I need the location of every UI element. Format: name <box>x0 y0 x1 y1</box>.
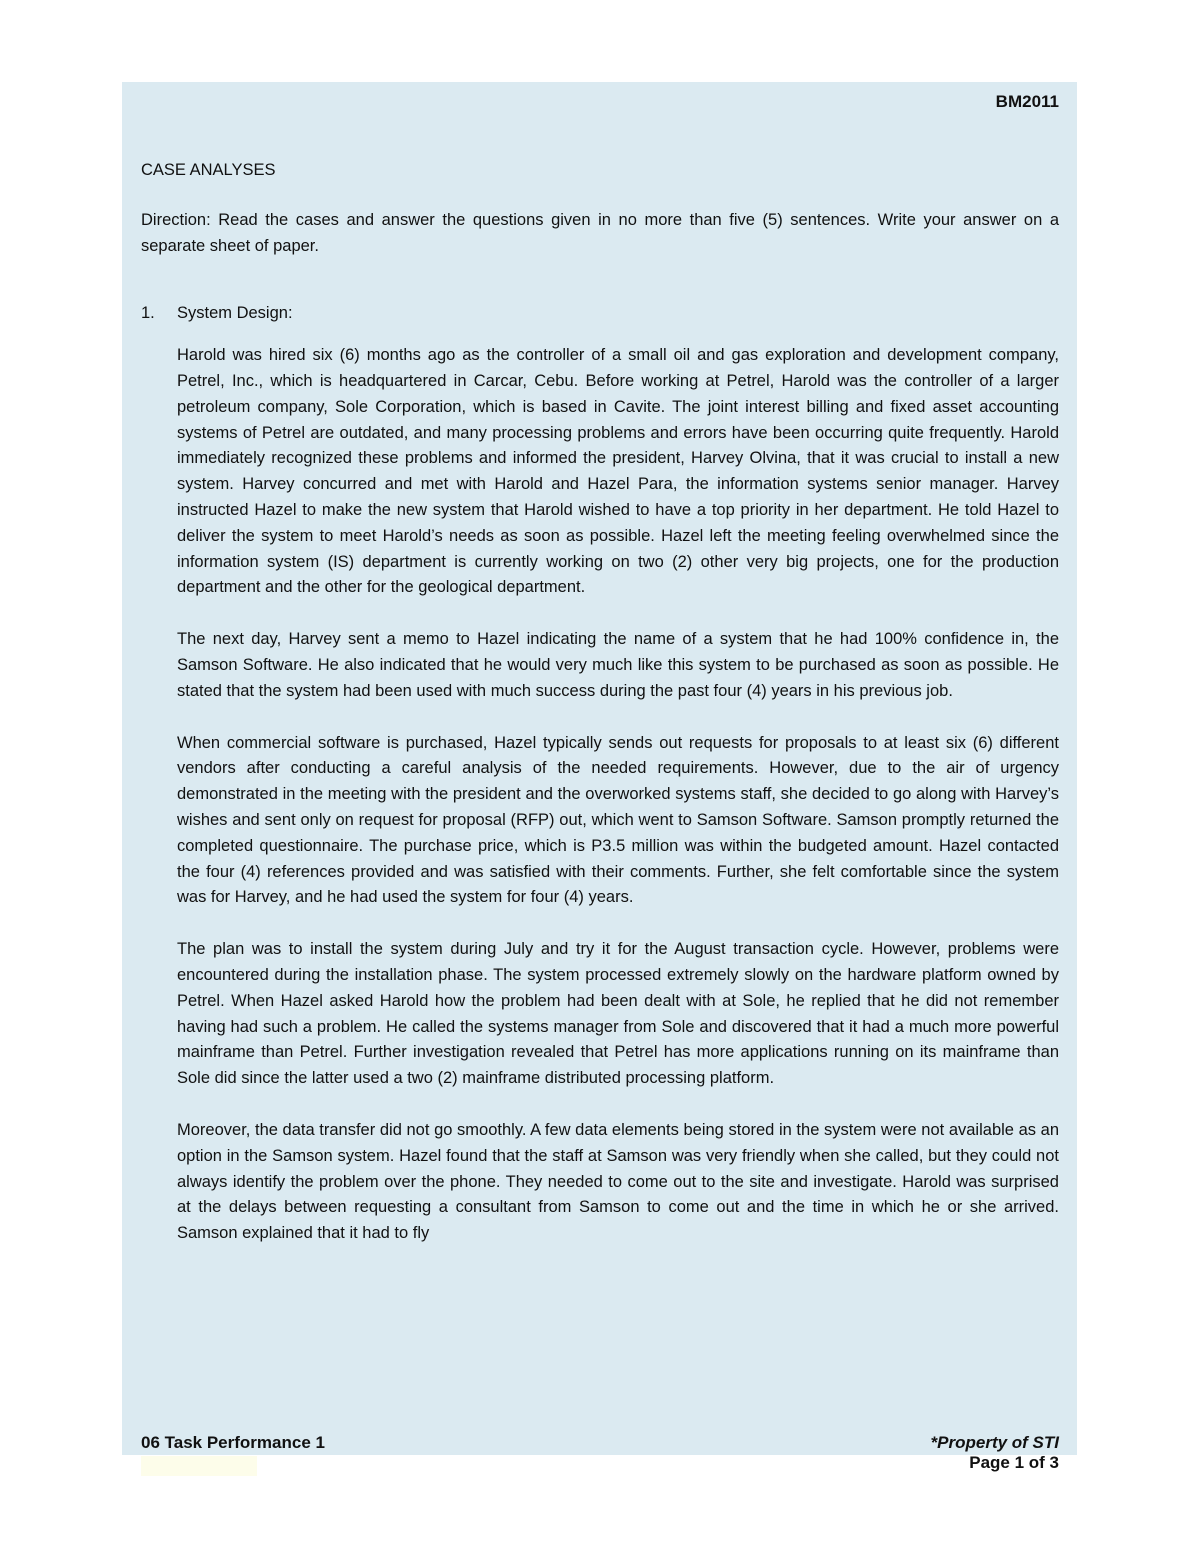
footer-property-label: *Property of STI <box>930 1433 1059 1452</box>
footer-task-label: 06 Task Performance 1 <box>141 1433 325 1452</box>
case-number: 1. <box>141 304 155 323</box>
course-code: BM2011 <box>995 92 1059 111</box>
case-paragraph: Moreover, the data transfer did not go smoothly. A few data elements being stored in the system were not available as an option in the Samson system. Hazel found that the staff at Samson was very friendly when she called, but they could not always identify the problem over the phone. They needed to come out to the site and investigate. Harold was surprised at the delays between requesting a consultant from Samson to come out and the time in which he or she arrived. Samson explained that it had to fly <box>177 1120 1059 1243</box>
page-number: Page 1 of 3 <box>969 1453 1059 1472</box>
page-title: CASE ANALYSES <box>141 161 276 179</box>
footer-highlight <box>141 1456 257 1476</box>
direction-text: Direction: Read the cases and answer the questions given in no more than five (5) sentences. Write your answer on a separate sheet of paper. <box>141 210 1059 255</box>
case-paragraph: Harold was hired six (6) months ago as the controller of a small oil and gas exploration and development company, Petrel, Inc., which is headquartered in Carcar, Cebu. Before working at Petrel, Harold was the controller of a larger petroleum company, Sole Corporation, which is based in Cavite. The joint interest billing and fixed asset accounting systems of Petrel are outdated, and many processing problems and errors have been occurring quite frequently. Harold immediately recognized these problems and informed the president, Harvey Olvina, that it was crucial to install a new system. Harvey concurred and met with Harold and Hazel Para, the information systems senior manager. Harvey instructed Hazel to make the new system that Harold wished to have a top priority in her department. He told Hazel to deliver the system to meet Harold’s needs as soon as possible. Hazel left the meeting feeling overwhelmed since the information system (IS) department is currently working on two (2) other very big projects, one for the production department and the other for the geological department. <box>177 346 1059 597</box>
case-paragraph: When commercial software is purchased, Hazel typically sends out requests for proposals to at least six (6) different vendors after conducting a careful analysis of the needed requirements. However, due to the air of urgency demonstrated in the meeting with the president and the overworked systems staff, she decided to go along with Harvey’s wishes and sent only on request for proposal (RFP) out, which went to Samson Software. Samson promptly returned the completed questionnaire. The purchase price, which is P3.5 million was within the budgeted amount. Hazel contacted the four (4) references provided and was satisfied with their comments. Further, she felt comfortable since the system was for Harvey, and he had used the system for four (4) years. <box>177 733 1059 907</box>
case-heading <box>141 301 1059 327</box>
case-title: System Design: <box>177 304 293 323</box>
case-paragraph: The next day, Harvey sent a memo to Hazel indicating the name of a system that he had 100% confidence in, the Samson Software. He also indicated that he would very much like this system to be purchased as soon as possible. He stated that the system had been used with much success during the past four (4) years in his previous job. <box>177 630 1059 700</box>
case-paragraph: The plan was to install the system during July and try it for the August transaction cycle. However, problems were encountered during the installation phase. The system processed extremely slowly on the hardware platform owned by Petrel. When Hazel asked Harold how the problem had been dealt with at Sole, he replied that he did not remember having had such a problem. He called the systems manager from Sole and discovered that it had a much more powerful mainframe than Petrel. Further investigation revealed that Petrel has more applications running on its mainframe than Sole did since the latter used a two (2) mainframe distributed processing platform. <box>177 940 1059 1088</box>
document-body <box>141 158 1059 1273</box>
